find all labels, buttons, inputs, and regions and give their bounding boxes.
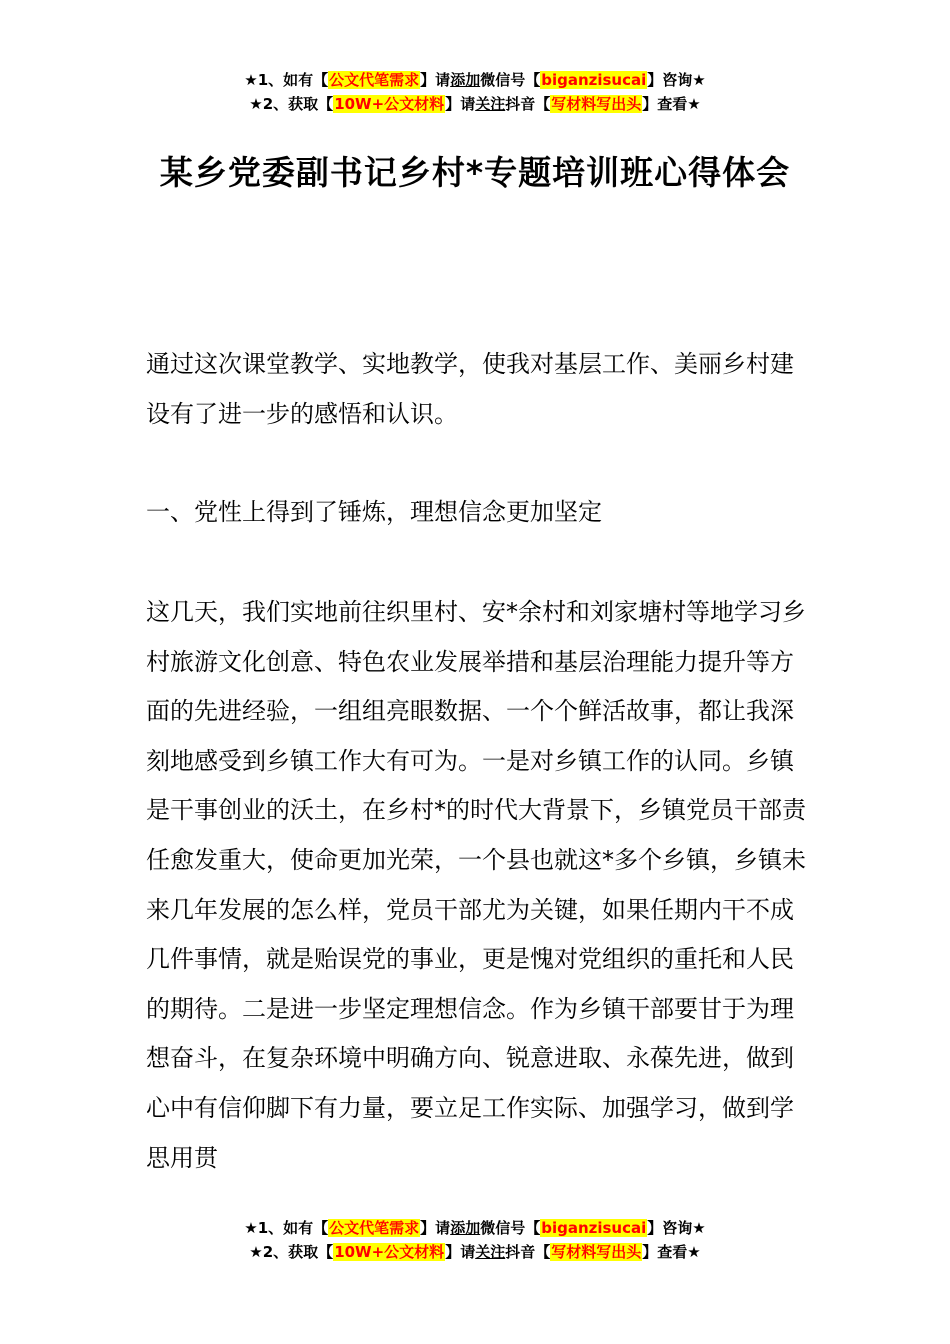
document-title: 某乡党委副书记乡村*专题培训班心得体会: [159, 153, 791, 192]
promo-highlight: biganzisucai: [541, 1219, 647, 1237]
promo-line-1: ★1、如有【公文代笔需求】请添加微信号【biganzisucai】咨询★: [244, 71, 706, 89]
promo-line-2: ★2、获取【10W+公文材料】请关注抖音【写材料写出头】查看★: [249, 95, 701, 113]
promo-highlight: biganzisucai: [541, 71, 647, 89]
promo-banner-bottom: [0, 1216, 950, 1264]
promo-line-2: ★2、获取【10W+公文材料】请关注抖音【写材料写出头】查看★: [249, 1243, 701, 1261]
promo-highlight: 写材料写出头: [551, 95, 642, 113]
promo-highlight: 公文代笔需求: [329, 1219, 420, 1237]
promo-line-1: ★1、如有【公文代笔需求】请添加微信号【biganzisucai】咨询★: [244, 1219, 706, 1237]
promo-highlight: 写材料写出头: [551, 1243, 642, 1261]
promo-highlight: 10W+公文材料: [334, 1243, 445, 1261]
section-heading: 一、党性上得到了锤炼，理想信念更加坚定: [146, 498, 602, 526]
promo-banner-top: [0, 68, 950, 116]
intro-paragraph: 通过这次课堂教学、实地教学，使我对基层工作、美丽乡村建设有了进一步的感悟和认识。: [146, 350, 794, 428]
body-paragraph: 这几天，我们实地前往织里村、安*余村和刘家塘村等地学习乡村旅游文化创意、特色农业发展举措和基层治理能力提升等方面的先进经验，一组组亮眼数据、一个个鲜活故事，都让我深刻地感受到乡镇工作大有可为。一是对乡镇工作的认同。乡镇是干事创业的沃土，在乡村*的时代大背景下，乡镇党员干部责任愈发重大，使命更加光荣，一个县也就这*多个乡镇，乡镇未来几年发展的怎么样，党员干部尤为关键，如果任期内干不成几件事情，就是贻误党的事业，更是愧对党组织的重托和人民的期待。二是进一步坚定理想信念。作为乡镇干部要甘于为理想奋斗，在复杂环境中明确方向、锐意进取、永葆先进，做到心中有信仰脚下有力量，要立足工作实际、加强学习，做到学思用贯: [146, 598, 806, 1172]
promo-highlight: 10W+公文材料: [334, 95, 445, 113]
promo-highlight: 公文代笔需求: [329, 71, 420, 89]
